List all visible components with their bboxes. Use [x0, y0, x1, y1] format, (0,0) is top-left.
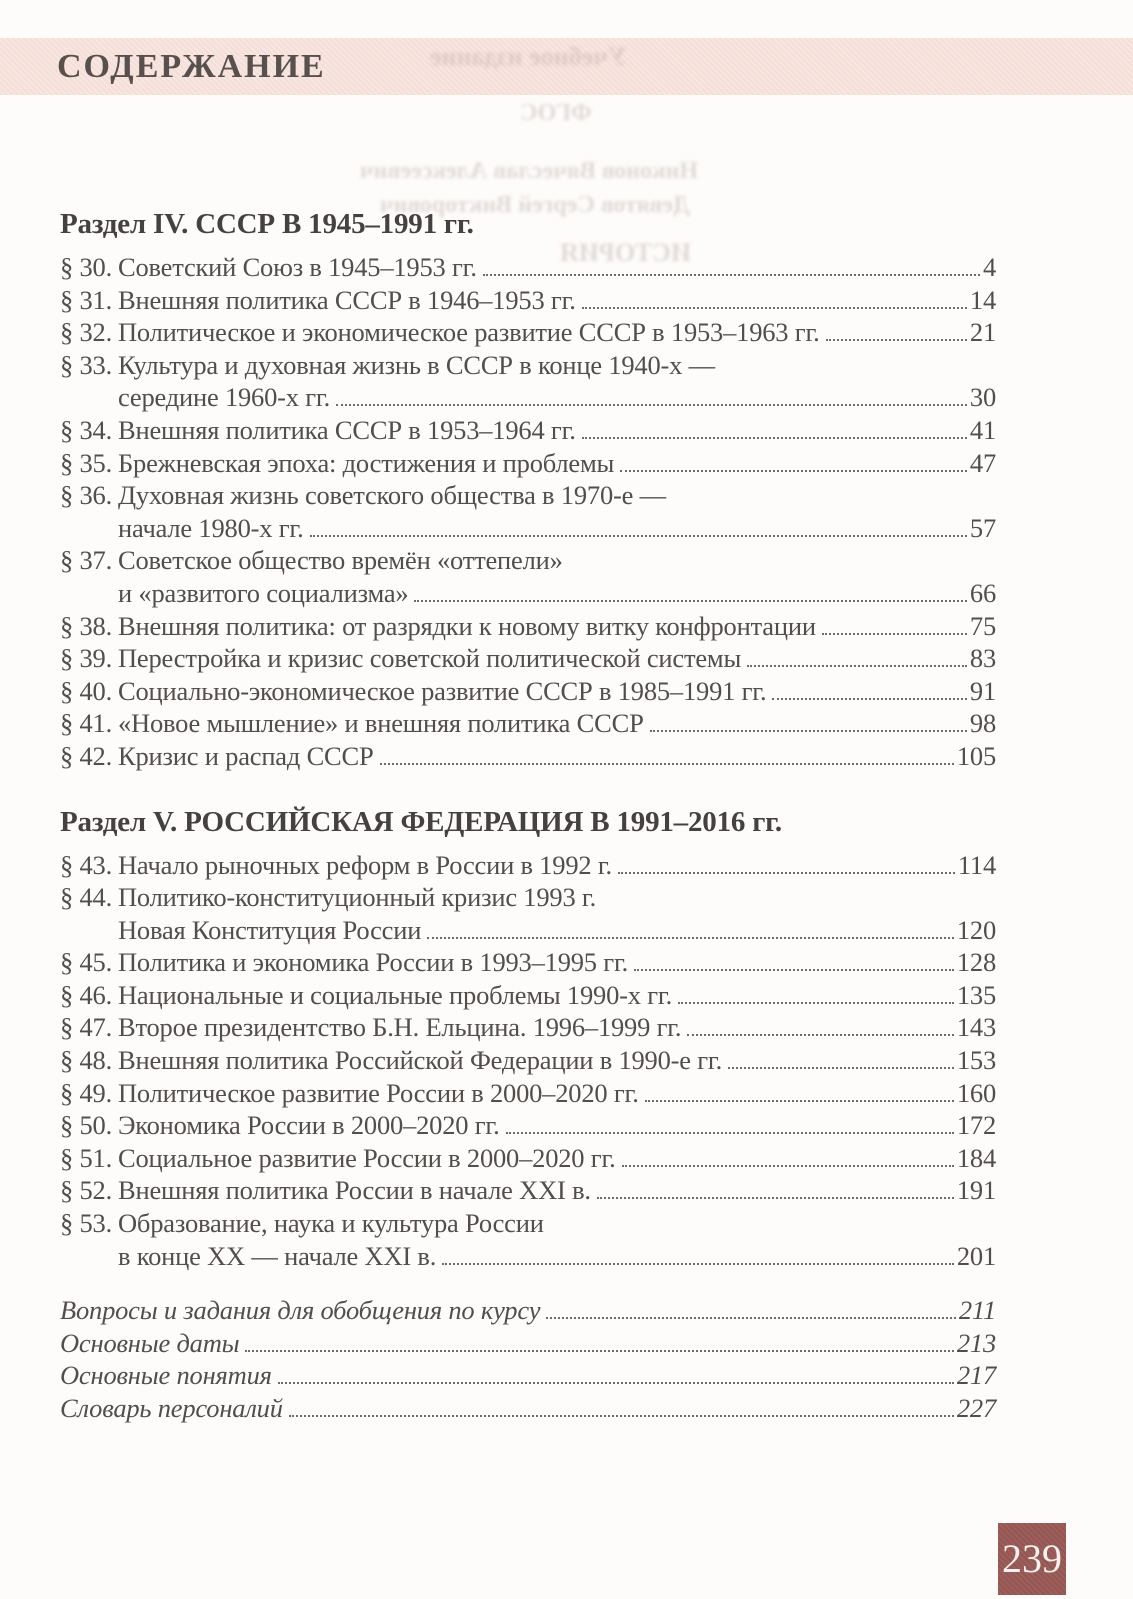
toc-entry-number: § 30.	[60, 252, 113, 282]
toc-entry	[60, 447, 996, 480]
toc-entry	[60, 1240, 996, 1273]
toc-entry-title: Духовная жизнь советского общества в 1970-е —	[118, 480, 666, 511]
toc-entry-page: 47	[969, 447, 996, 478]
dot-leader	[414, 600, 966, 602]
toc-entry	[60, 284, 996, 317]
toc-entry-title: Социально-экономическое развитие СССР в 1985–1991 гг.	[118, 675, 767, 706]
toc-entry-page: 75	[969, 610, 996, 641]
bleed-through-text: ИСТОРИЯ	[560, 238, 692, 267]
dot-leader	[620, 470, 967, 472]
toc-entry-page: 153	[956, 1045, 996, 1076]
toc-entry-title: Национальные и социальные проблемы 1990-х гг.	[118, 979, 672, 1010]
toc-entry-page: 41	[969, 414, 996, 445]
toc-entry-page: 98	[969, 708, 996, 739]
toc-entry-number: § 38.	[60, 610, 113, 641]
toc-entry	[60, 610, 996, 643]
toc-entry-title: «Новое мышление» и внешняя политика СССР	[118, 708, 644, 739]
toc-entry-title: Культура и духовная жизнь в СССР в конце 1940-х —	[118, 349, 715, 380]
toc-entry	[60, 946, 996, 979]
toc-entry-page: 172	[956, 1110, 996, 1141]
toc-entry-number: § 44.	[60, 882, 113, 913]
dot-leader	[336, 404, 967, 406]
toc-entry-title: Внешняя политика России в начале XXI в.	[118, 1175, 591, 1206]
dot-leader	[622, 1165, 954, 1167]
toc-entry-number: § 40.	[60, 675, 113, 706]
toc-entry	[60, 251, 996, 284]
toc-entry	[60, 740, 996, 773]
toc-entry-title: Основные даты	[60, 1327, 240, 1358]
dot-leader	[546, 1317, 956, 1319]
toc-entry-title: Образование, наука и культура России	[118, 1208, 544, 1239]
toc-entry-title: Основные понятия	[60, 1360, 272, 1391]
toc-entry-title: Вопросы и задания для обобщения по курсу	[60, 1295, 541, 1326]
dot-leader	[678, 1002, 954, 1004]
toc-entry-number: § 48.	[60, 1045, 113, 1076]
toc-entry-page: 184	[956, 1142, 996, 1173]
toc-entry	[60, 849, 996, 882]
toc-entry	[60, 414, 996, 447]
dot-leader	[650, 730, 967, 732]
toc-entry-page: 191	[956, 1175, 996, 1206]
toc-entry-page: 91	[969, 675, 996, 706]
toc-entry-title: Внешняя политика СССР в 1946–1953 гг.	[118, 284, 576, 315]
dot-leader	[582, 307, 967, 309]
toc-appendix	[60, 1294, 996, 1424]
toc-entry-number: § 32.	[60, 317, 113, 348]
toc-entry-page: 128	[956, 947, 996, 978]
toc-entry	[60, 1011, 996, 1044]
toc-entry	[60, 642, 996, 675]
dot-leader	[728, 1067, 954, 1069]
dot-leader	[747, 665, 967, 667]
toc-entry-title: Советское общество времён «оттепели»	[118, 545, 563, 576]
dot-leader	[278, 1382, 954, 1384]
toc-entry-title: в конце XX — начале XXI в.	[118, 1240, 437, 1271]
toc-entry-page: 83	[969, 643, 996, 674]
page-number-badge	[998, 1523, 1066, 1595]
toc-entry-page: 4	[982, 252, 996, 282]
toc-entry-page: 227	[956, 1393, 996, 1423]
toc-entry-title: и «развитого социализма»	[118, 577, 409, 608]
toc-entry-number: § 41.	[60, 708, 113, 739]
toc-entry-number: § 43.	[60, 849, 113, 880]
dot-leader	[289, 1415, 954, 1417]
toc	[60, 203, 996, 1425]
toc-entry-number: § 39.	[60, 643, 113, 674]
toc-entry-page: 21	[969, 317, 996, 348]
toc-entry-page: 217	[956, 1360, 996, 1391]
toc-entry-number: § 50.	[60, 1110, 113, 1141]
page-number: 239	[1002, 1536, 1062, 1581]
toc-entry-title: Брежневская эпоха: достижения и проблемы	[118, 447, 615, 478]
toc-entry	[60, 675, 996, 708]
toc-entry	[60, 512, 996, 545]
toc-entry-number: § 45.	[60, 947, 113, 978]
dot-leader	[826, 339, 967, 341]
toc-entry-page: 66	[969, 577, 996, 608]
toc-entry-title: Политическое развитие России в 2000–2020 гг.	[118, 1077, 639, 1108]
toc-entry-title: Начало рыночных реформ в России в 1992 г.	[118, 849, 612, 880]
toc-entry-title: Политика и экономика России в 1993–1995 гг.	[118, 947, 629, 978]
page-title: СОДЕРЖАНИЕ	[57, 47, 326, 85]
toc-entry-title: начале 1980-х гг.	[118, 512, 304, 543]
toc-entry	[60, 1207, 996, 1240]
dot-leader	[582, 437, 967, 439]
toc-entry-number: § 51.	[60, 1142, 113, 1173]
bleed-through-text: ФГОС	[520, 100, 592, 126]
toc-entry-page: 105	[956, 740, 996, 771]
toc-entry-number: § 49.	[60, 1077, 113, 1108]
toc-entry-title: Внешняя политика: от разрядки к новому витку конфронтации	[118, 610, 816, 641]
toc-entry-title: Политическое и экономическое развитие СССР в 1953–1963 гг.	[118, 317, 820, 348]
toc-entry-title: Новая Конституция России	[118, 914, 422, 945]
bleed-through-text: Никонов Вячеслав Алексеевич	[360, 158, 699, 184]
toc-entry-number: § 33.	[60, 349, 113, 380]
header-band	[0, 38, 1133, 95]
bleed-through-text: Девятов Сергей Викторович	[380, 192, 690, 218]
toc-entry	[60, 381, 996, 414]
toc-entry-number: § 42.	[60, 740, 113, 771]
toc-section-heading: Раздел V. РОССИЙСКАЯ ФЕДЕРАЦИЯ В 1991–2016 гг.	[60, 805, 782, 838]
toc-entry-number: § 31.	[60, 284, 113, 315]
toc-entry	[60, 914, 996, 947]
toc-entry-title: Политико-конституционный кризис 1993 г.	[118, 882, 597, 913]
toc-entry-title: середине 1960-х гг.	[118, 382, 331, 413]
toc-entry-page: 57	[969, 512, 996, 543]
toc-entry-number: § 52.	[60, 1175, 113, 1206]
toc-entry-number: § 35.	[60, 447, 113, 478]
dot-leader	[597, 1197, 954, 1199]
dot-leader	[687, 1034, 953, 1036]
toc-entry-title: Социальное развитие России в 2000–2020 гг.	[118, 1142, 616, 1173]
toc-entry-number: § 37.	[60, 545, 113, 576]
toc-entry	[60, 1174, 996, 1207]
dot-leader	[427, 937, 954, 939]
toc-entry-title: Советский Союз в 1945–1953 гг.	[118, 252, 477, 282]
toc-entry-number: § 36.	[60, 480, 113, 511]
toc-entry-title: Второе президентство Б.Н. Ельцина. 1996–1999 гг.	[118, 1012, 682, 1043]
toc-entry-page: 201	[956, 1240, 996, 1271]
dot-leader	[634, 969, 954, 971]
toc-section-heading: Раздел IV. СССР В 1945–1991 гг.	[60, 208, 474, 240]
toc-entry-page: 160	[956, 1077, 996, 1108]
toc-entry-page: 143	[956, 1012, 996, 1043]
toc-entry	[60, 1109, 996, 1142]
dot-leader	[483, 274, 980, 276]
toc-entry-number: § 46.	[60, 979, 113, 1010]
dot-leader	[310, 535, 967, 537]
toc-entry-title: Кризис и распад СССР	[118, 740, 374, 771]
toc-entry	[60, 1142, 996, 1175]
toc-entry-page: 211	[958, 1295, 996, 1326]
toc-entry-page: 114	[957, 849, 996, 880]
toc-entry-title: Внешняя политика СССР в 1953–1964 гг.	[118, 414, 576, 445]
toc-entry	[60, 316, 996, 349]
dot-leader	[822, 633, 967, 635]
toc-entry	[60, 577, 996, 610]
dot-leader	[506, 1132, 954, 1134]
toc-entry	[60, 349, 996, 382]
toc-entry	[60, 1044, 996, 1077]
dot-leader	[645, 1100, 954, 1102]
toc-appendix-entry	[60, 1392, 996, 1425]
toc-entry-page: 120	[956, 914, 996, 945]
toc-entry	[60, 707, 996, 740]
dot-leader	[380, 763, 954, 765]
toc-entry	[60, 979, 996, 1012]
toc-entry	[60, 544, 996, 577]
dot-leader	[245, 1350, 953, 1352]
toc-entry-page: 213	[956, 1327, 996, 1358]
toc-appendix-entry	[60, 1294, 996, 1327]
toc-entry-title: Внешняя политика Российской Федерации в 1990-е гг.	[118, 1045, 723, 1076]
dot-leader	[772, 698, 967, 700]
toc-entry-title: Перестройка и кризис советской политической системы	[118, 643, 742, 674]
toc-entry-title: Экономика России в 2000–2020 гг.	[118, 1110, 500, 1141]
toc-entry-page: 135	[956, 979, 996, 1010]
toc-entry-number: § 53.	[60, 1208, 113, 1239]
toc-entry-title: Словарь персоналий	[60, 1393, 283, 1423]
bleed-through-text: Учебное издание	[430, 42, 627, 71]
toc-entry-page: 14	[969, 284, 996, 315]
toc-entry-page: 30	[969, 382, 996, 413]
toc-entry-number: § 34.	[60, 414, 113, 445]
toc-appendix-entry	[60, 1359, 996, 1392]
dot-leader	[442, 1263, 954, 1265]
toc-appendix-entry	[60, 1327, 996, 1360]
toc-entry	[60, 479, 996, 512]
dot-leader	[618, 872, 955, 874]
toc-entry	[60, 1077, 996, 1110]
toc-entry-number: § 47.	[60, 1012, 113, 1043]
toc-entry	[60, 881, 996, 914]
